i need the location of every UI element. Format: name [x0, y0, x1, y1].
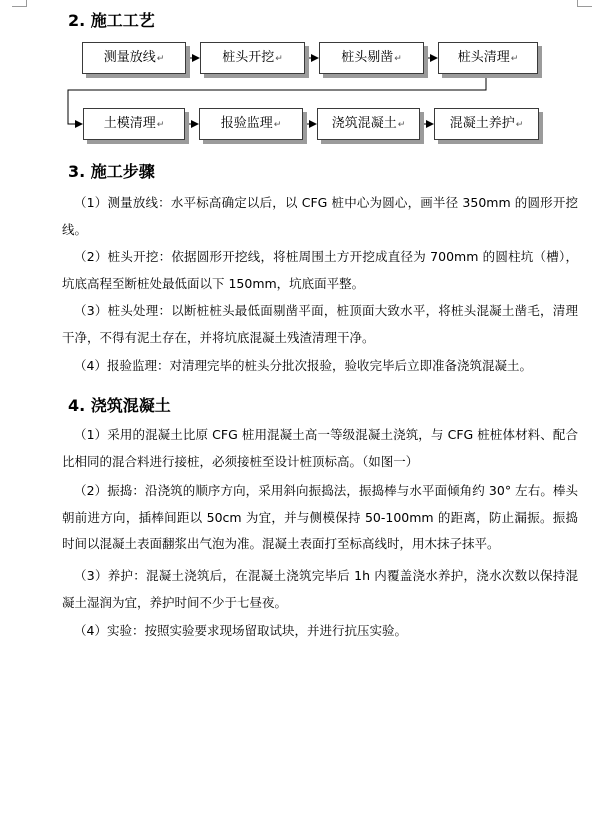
paragraph: （3）桩头处理：以断桩桩头最低面剔凿平面，桩顶面大致水平，将桩头混凝土凿毛，清理干净，不得有泥土存在，并将坑底混凝土残渣清理干净。 [62, 303, 578, 345]
section-heading-steps: 3. 施工步骤 [68, 162, 155, 181]
flow-step-box [438, 42, 538, 74]
flow-step-label: 桩头开挖 [222, 50, 275, 65]
return-mark: ↵ [515, 120, 524, 130]
paragraph: （2）桩头开挖：依据圆形开挖线，将桩周围土方开挖成直径为 700mm 的圆柱坑（槽），坑底高程至断桩处最低面以下 150mm，坑底面平整。 [62, 249, 578, 291]
flow-step-label: 土模清理 [103, 116, 156, 131]
flow-step-box [200, 42, 305, 74]
return-mark: ↵ [510, 54, 519, 64]
paragraph: （3）养护：混凝土浇筑后，在混凝土浇筑完毕后 1h 内覆盖浇水养护，浇水次数以保持混凝土湿润为宜，养护时间不少于七昼夜。 [62, 568, 578, 610]
flow-step-box [434, 108, 539, 140]
section-heading-process: 2. 施工工艺 [68, 11, 155, 30]
flow-step-label: 报验监理 [220, 116, 273, 131]
flow-step-label: 浇筑混凝土 [331, 116, 397, 131]
flow-step-box [319, 42, 424, 74]
flow-step-label: 混凝土养护 [449, 116, 515, 131]
flow-step-box [83, 108, 185, 140]
paragraph: （4）报验监理：对清理完毕的桩头分批次报验，验收完毕后立即准备浇筑混凝土。 [74, 358, 532, 373]
return-mark: ↵ [156, 54, 165, 64]
flow-step-box [199, 108, 303, 140]
flow-step-label: 桩头剔凿 [341, 50, 394, 65]
return-mark: ↵ [273, 120, 282, 130]
return-mark: ↵ [394, 54, 402, 64]
paragraph: （4）实验：按照实验要求现场留取试块，并进行抗压实验。 [74, 623, 407, 638]
return-mark: ↵ [275, 54, 283, 64]
return-mark: ↵ [156, 120, 165, 130]
return-mark: ↵ [397, 120, 406, 130]
flow-step-box [317, 108, 420, 140]
flow-step-box [82, 42, 186, 74]
flow-step-label: 测量放线 [103, 50, 156, 65]
section-heading-pour: 4. 浇筑混凝土 [68, 396, 171, 415]
paragraph: （2）振捣：沿浇筑的顺序方向，采用斜向振捣法，振捣棒与水平面倾角约 30° 左右。棒头朝前进方向，插棒间距以 50cm 为宜，并与侧模保持 50-100mm 的距离，防止漏振。振捣时间以混凝土表面翻浆出气泡为准。混凝土表面打至标高线时，用木抹子抹平。 [62, 483, 578, 551]
paragraph: （1）测量放线：水平标高确定以后，以 CFG 桩中心为圆心，画半径 350mm 的圆形开挖线。 [62, 195, 578, 237]
flow-step-label: 桩头清理 [457, 50, 510, 65]
paragraph: （1）采用的混凝土比原 CFG 桩用混凝土高一等级混凝土浇筑，与 CFG 桩桩体材料、配合比相同的混合料进行接桩，必须接桩至设计桩顶标高。（如图一） [62, 427, 578, 469]
